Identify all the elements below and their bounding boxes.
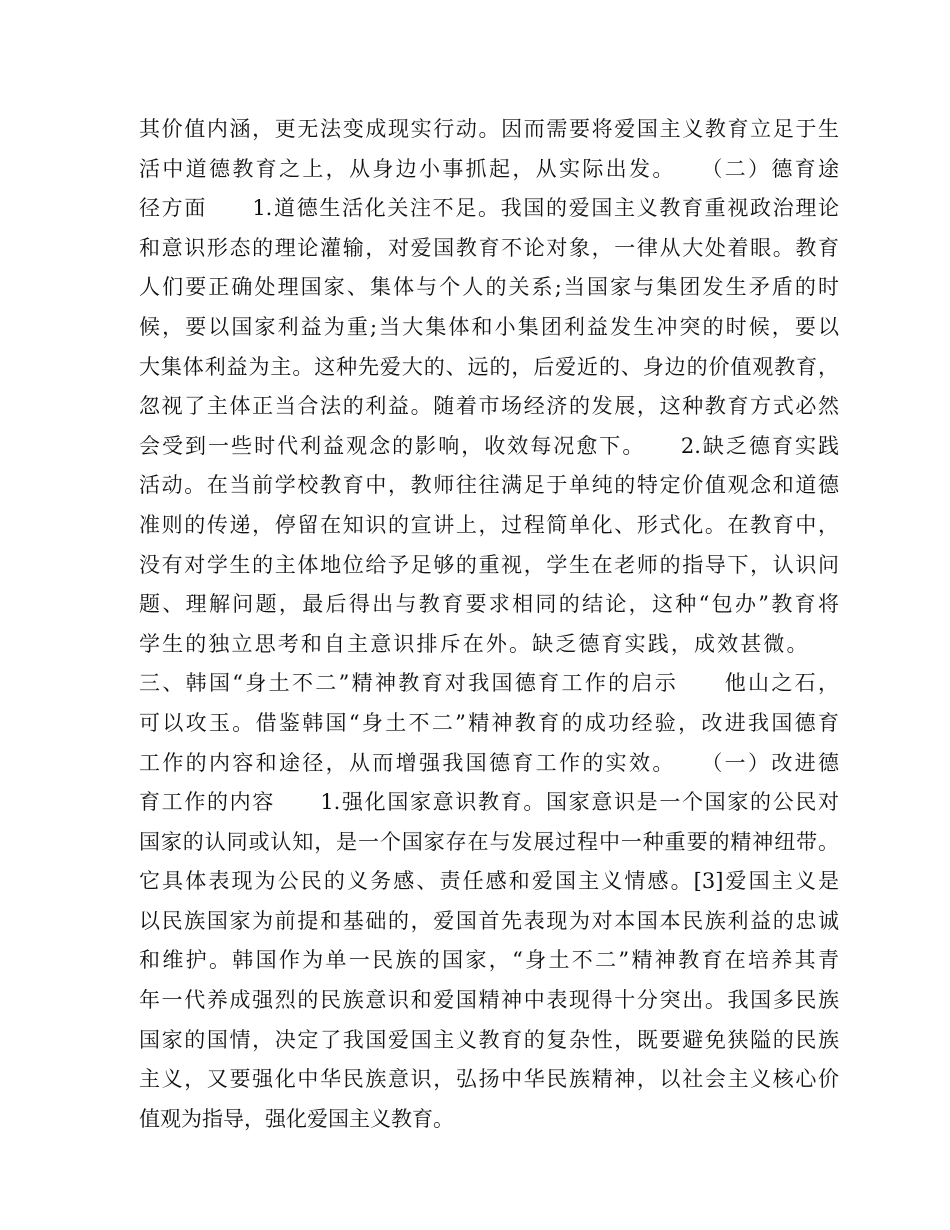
text-line: 候，要以国家利益为重;当大集体和小集团利益发生冲突的时候，要以	[139, 314, 839, 339]
text-line: 会受到一些时代利益观念的影响，收效每况愈下。 2.缺乏德育实践	[139, 433, 839, 458]
text-line: 值观为指导，强化爱国主义教育。	[139, 1106, 454, 1131]
text-line: 国家的国情，决定了我国爱国主义教育的复杂性，既要避免狭隘的民族	[139, 1027, 839, 1052]
text-line: 其价值内涵，更无法变成现实行动。因而需要将爱国主义教育立足于生	[139, 117, 839, 141]
text-line: 可以攻玉。借鉴韩国“身土不二”精神教育的成功经验，改进我国德育	[139, 710, 839, 735]
text-line: 以民族国家为前提和基础的，爱国首先表现为对本国本民族利益的忠诚	[139, 908, 839, 933]
text-line: 年一代养成强烈的民族意识和爱国精神中表现得十分突出。我国多民族	[139, 988, 839, 1013]
text-line: 径方面 1.道德生活化关注不足。我国的爱国主义教育重视政治理论	[139, 196, 839, 221]
text-line: 学生的独立思考和自主意识排斥在外。缺乏德育实践，成效甚微。	[139, 631, 839, 656]
text-line: 忽视了主体正当合法的利益。随着市场经济的发展，这种教育方式必然	[139, 394, 839, 419]
body-text	[139, 110, 839, 1139]
text-line: 活中道德教育之上，从身边小事抓起，从实际出发。 （二）德育途	[139, 156, 839, 181]
text-line: 国家的认同或认知，是一个国家存在与发展过程中一种重要的精神纽带。	[139, 829, 839, 854]
text-line: 没有对学生的主体地位给予足够的重视，学生在老师的指导下，认识问	[139, 552, 839, 577]
text-line: 工作的内容和途径，从而增强我国德育工作的实效。 （一）改进德	[139, 750, 839, 775]
text-line: 题、理解问题，最后得出与教育要求相同的结论，这种“包办”教育将	[139, 592, 839, 617]
text-line: 准则的传递，停留在知识的宣讲上，过程简单化、形式化。在教育中，	[139, 512, 839, 537]
text-line: 和意识形态的理论灌输，对爱国教育不论对象，一律从大处着眼。教育	[139, 235, 839, 260]
text-line: 大集体利益为主。这种先爱大的、远的，后爱近的、身边的价值观教育，	[139, 354, 839, 379]
text-line: 人们要正确处理国家、集体与个人的关系;当国家与集团发生矛盾的时	[139, 275, 839, 300]
text-line: 主义，又要强化中华民族意识，弘扬中华民族精神，以社会主义核心价	[139, 1067, 839, 1092]
text-line: 育工作的内容 1.强化国家意识教育。国家意识是一个国家的公民对	[139, 790, 839, 815]
text-line: 三、韩国“身土不二”精神教育对我国德育工作的启示 他山之石，	[139, 671, 839, 696]
text-line: 和维护。韩国作为单一民族的国家，“身土不二”精神教育在培养其青	[139, 948, 839, 973]
text-line: 活动。在当前学校教育中，教师往往满足于单纯的特定价值观念和道德	[139, 473, 839, 498]
text-line: 它具体表现为公民的义务感、责任感和爱国主义情感。[3]爱国主义是	[139, 869, 839, 894]
